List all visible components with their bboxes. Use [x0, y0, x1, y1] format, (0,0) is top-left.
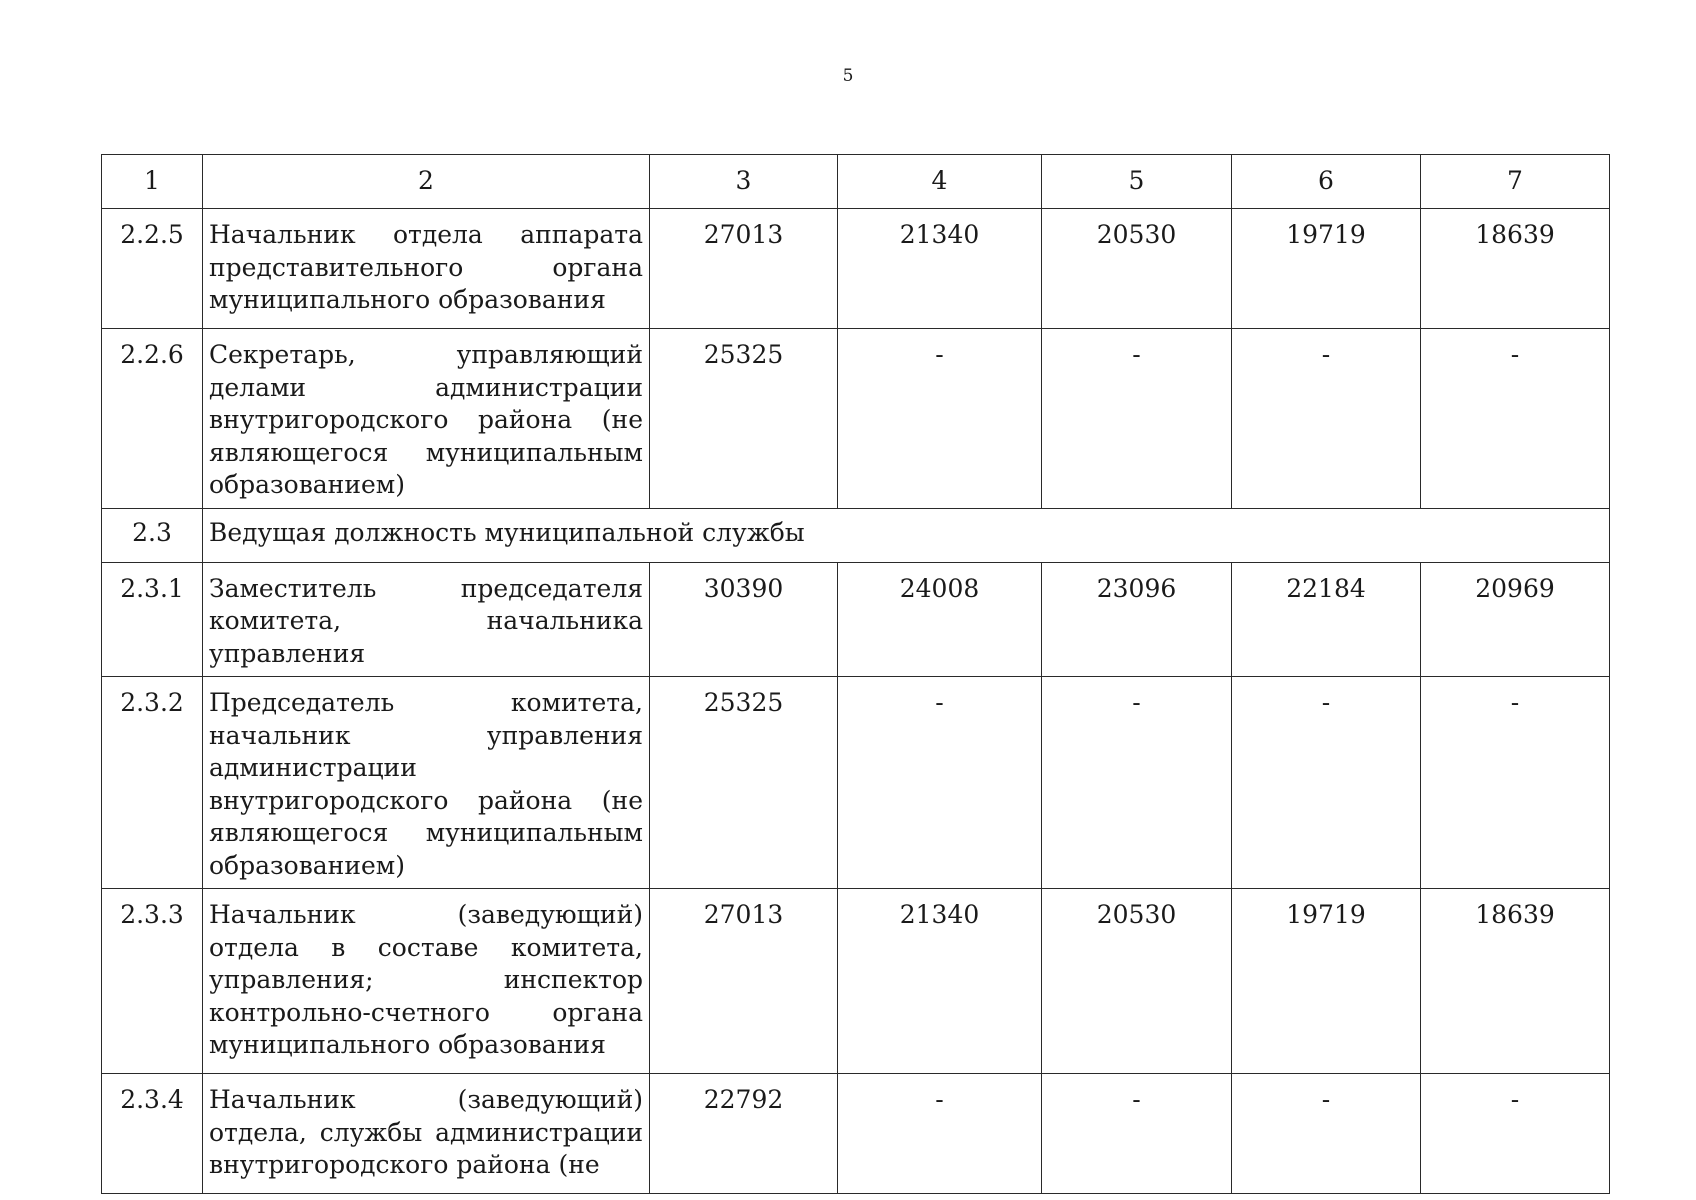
- value-cell: 19719: [1232, 889, 1421, 1074]
- header-cell: 1: [102, 155, 203, 209]
- value-cell: -: [1042, 677, 1232, 889]
- page-number: 5: [842, 66, 854, 86]
- table-row: [102, 329, 1610, 509]
- value-cell: 18639: [1421, 889, 1610, 1074]
- value-cell: 20969: [1421, 562, 1610, 677]
- value-cell: -: [1042, 329, 1232, 509]
- value-cell: 25325: [650, 329, 838, 509]
- row-code: 2.2.6: [102, 329, 203, 509]
- value-cell: 18639: [1421, 209, 1610, 329]
- header-cell: 7: [1421, 155, 1610, 209]
- position-name: Председатель комитета, начальник управления администрации внутригородского района (не являющегося муниципальным образованием): [203, 677, 650, 889]
- value-cell: -: [838, 329, 1042, 509]
- header-cell: 6: [1232, 155, 1421, 209]
- value-cell: 24008: [838, 562, 1042, 677]
- table-row: [102, 677, 1610, 889]
- table-header-row: [102, 155, 1610, 209]
- value-cell: 25325: [650, 677, 838, 889]
- value-cell: 22792: [650, 1074, 838, 1194]
- row-code: 2.3.1: [102, 562, 203, 677]
- value-cell: -: [1232, 1074, 1421, 1194]
- value-cell: 19719: [1232, 209, 1421, 329]
- value-cell: -: [1232, 329, 1421, 509]
- value-cell: 21340: [838, 209, 1042, 329]
- value-cell: -: [838, 1074, 1042, 1194]
- value-cell: 22184: [1232, 562, 1421, 677]
- table-row: [102, 562, 1610, 677]
- position-name: Секретарь, управляющий делами администрации внутригородского района (не являющегося муниципальным образованием): [203, 329, 650, 509]
- table-row: [102, 209, 1610, 329]
- value-cell: -: [1042, 1074, 1232, 1194]
- position-name: Заместитель председателя комитета, начальника управления: [203, 562, 650, 677]
- table-row: [102, 1074, 1610, 1194]
- row-code: 2.3.2: [102, 677, 203, 889]
- value-cell: 21340: [838, 889, 1042, 1074]
- value-cell: 20530: [1042, 889, 1232, 1074]
- value-cell: -: [838, 677, 1042, 889]
- value-cell: 27013: [650, 209, 838, 329]
- section-title: Ведущая должность муниципальной службы: [203, 508, 1610, 562]
- header-cell: 5: [1042, 155, 1232, 209]
- header-cell: 4: [838, 155, 1042, 209]
- salary-table: [101, 154, 1610, 1194]
- section-code: 2.3: [102, 508, 203, 562]
- row-code: 2.3.4: [102, 1074, 203, 1194]
- position-name: Начальник отдела аппарата представительного органа муниципального образования: [203, 209, 650, 329]
- value-cell: -: [1421, 329, 1610, 509]
- position-name: Начальник (заведующий) отдела, службы администрации внутригородского района (не: [203, 1074, 650, 1194]
- header-cell: 2: [203, 155, 650, 209]
- table-row: [102, 889, 1610, 1074]
- row-code: 2.2.5: [102, 209, 203, 329]
- value-cell: -: [1232, 677, 1421, 889]
- value-cell: -: [1421, 677, 1610, 889]
- section-row: [102, 508, 1610, 562]
- value-cell: 20530: [1042, 209, 1232, 329]
- row-code: 2.3.3: [102, 889, 203, 1074]
- value-cell: 27013: [650, 889, 838, 1074]
- value-cell: 23096: [1042, 562, 1232, 677]
- position-name: Начальник (заведующий) отдела в составе комитета, управления; инспектор контрольно-счетного органа муниципального образования: [203, 889, 650, 1074]
- value-cell: 30390: [650, 562, 838, 677]
- header-cell: 3: [650, 155, 838, 209]
- value-cell: -: [1421, 1074, 1610, 1194]
